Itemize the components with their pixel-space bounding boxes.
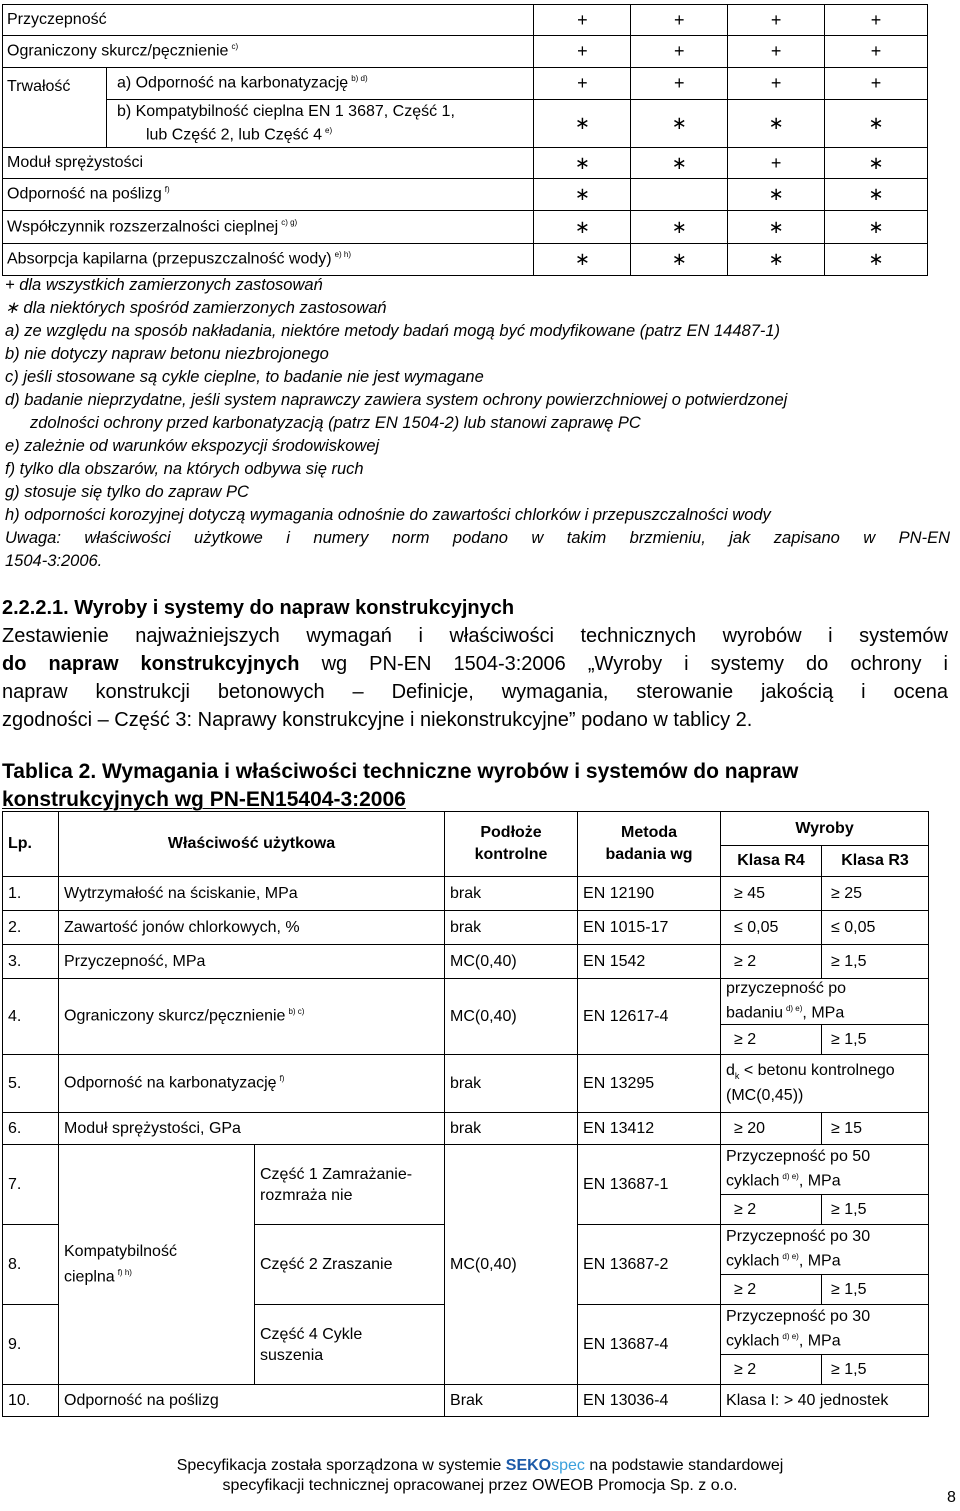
paragraph-line: napraw konstrukcji betonowych – Definicje, wymagania, sterowanie jakością i ocena — [2, 681, 948, 703]
paragraph-line — [2, 650, 948, 678]
top-properties-table — [2, 4, 928, 276]
part-cell: Część 2 Zraszanie — [255, 1225, 445, 1305]
symbol-cell: ∗ — [728, 179, 825, 211]
symbol-cell: + — [728, 68, 825, 100]
r3-cell: ≥ 1,5 — [822, 1275, 929, 1305]
row-label: b) Kompatybilność cieplna EN 1 3687, Część 1, — [116, 103, 455, 121]
note-line: 1504-3:2006. — [5, 552, 103, 570]
method-cell: EN 13687-1 — [578, 1145, 721, 1225]
note-line: h) odporności korozyjnej dotyczą wymagania odnośnie do zawartości chlorków i przepuszczalności wody — [5, 506, 771, 524]
requirement-cell: Przyczepność po 30 cyklach $^{d) e)}$, MPa — [721, 1225, 929, 1275]
symbol-cell: ∗ — [534, 148, 631, 179]
lp-cell: 3. — [3, 945, 59, 979]
table-row — [3, 1113, 929, 1145]
requirement-cell: $d_k$ < betonu kontrolnego (MC(0,45)) — [721, 1055, 929, 1113]
table-row — [3, 179, 928, 211]
part-cell: Część 1 Zamrażanie-rozmraża nie — [255, 1145, 445, 1225]
section-heading: 2.2.2.1. Wyroby i systemy do napraw konstrukcyjnych — [2, 597, 515, 619]
substrate-cell: brak — [445, 1055, 578, 1113]
footer-text: specyfikacji technicznej opracowanej przez OWEOB Promocja Sp. z o.o. — [222, 1477, 738, 1494]
r3-cell: ≥ 25 — [822, 877, 929, 911]
note-line: c) jeśli stosowane są cykle cieplne, to badanie nie jest wymagane — [5, 368, 484, 386]
substrate-cell: Brak — [445, 1385, 578, 1417]
substrate-cell: brak — [445, 877, 578, 911]
lp-cell: 10. — [3, 1385, 59, 1417]
property-cell: Wytrzymałość na ściskanie, MPa — [59, 877, 445, 911]
method-cell: EN 13036-4 — [578, 1385, 721, 1417]
note-line: d) badanie nieprzydatne, jeśli system naprawczy zawiera system ochrony powierzchniowej o potwierdzonej — [5, 391, 788, 409]
r4-cell: ≥ 2 — [721, 1275, 822, 1305]
row-label: Przyczepność — [7, 11, 107, 28]
brand-logo: SEKOspec — [505, 1457, 585, 1474]
table-row — [3, 911, 929, 945]
symbol-cell: ∗ — [631, 211, 728, 244]
header-method: Metoda badania wg — [578, 812, 721, 877]
symbol-cell: + — [825, 5, 928, 36]
note-line: f) tylko dla obszarów, na których odbywa się ruch — [5, 460, 364, 478]
symbol-cell: ∗ — [534, 244, 631, 276]
symbol-cell: ∗ — [534, 211, 631, 244]
footnotes — [5, 274, 950, 573]
table-row — [3, 5, 928, 36]
symbol-cell: ∗ — [631, 148, 728, 179]
footnote-ref: d) e) — [785, 1004, 803, 1014]
lp-cell: 6. — [3, 1113, 59, 1145]
r4-cell: ≥ 2 — [721, 1355, 822, 1385]
footer-text: na podstawie standardowej — [589, 1457, 784, 1474]
property-cell: Odporność na poślizg — [59, 1385, 445, 1417]
symbol-cell: ∗ — [534, 179, 631, 211]
row-label: Moduł sprężystości — [7, 154, 144, 171]
note-line: a) ze względu na sposób nakładania, niektóre metody badań mogą być modyfikowane (patrz EN 14487-1) — [5, 322, 781, 340]
footnote-ref: d) e) — [782, 1332, 799, 1342]
note-line: ∗ dla niektórych spośród zamierzonych zastosowań — [5, 299, 387, 317]
note-line: Uwaga: właściwości użytkowe i numery norm podano w takim brzmieniu, jak zapisano w PN-EN — [5, 529, 950, 547]
symbol-cell: + — [728, 36, 825, 68]
r4-cell: ≥ 2 — [721, 1025, 822, 1055]
table-row — [3, 979, 929, 1025]
property-cell: Przyczepność, MPa — [59, 945, 445, 979]
lp-cell: 1. — [3, 877, 59, 911]
table-caption — [2, 758, 798, 814]
r3-cell: ≥ 1,5 — [822, 1355, 929, 1385]
r4-cell: ≤ 0,05 — [721, 911, 822, 945]
symbol-cell: ∗ — [728, 244, 825, 276]
row-label-cont: lub Część 2, lub Część 4 — [145, 126, 323, 144]
part-cell: Część 4 Cykle suszenia — [255, 1305, 445, 1385]
footnote-ref: e) h) — [334, 250, 352, 260]
symbol-cell: + — [534, 36, 631, 68]
row-label: Ograniczony skurcz/pęcznienie — [7, 42, 229, 60]
lp-cell: 4. — [3, 979, 59, 1055]
substrate-cell: brak — [445, 1113, 578, 1145]
page-footer — [0, 1456, 960, 1496]
section-paragraph — [2, 622, 948, 734]
table-row — [3, 1145, 929, 1195]
header-property: Właściwość użytkowa — [59, 812, 445, 877]
note-line: g) stosuje się tylko do zapraw PC — [5, 483, 249, 501]
symbol-cell: ∗ — [728, 100, 825, 148]
lp-cell: 8. — [3, 1225, 59, 1305]
r3-cell: ≥ 1,5 — [822, 1025, 929, 1055]
substrate-cell: MC(0,40) — [445, 979, 578, 1055]
substrate-cell: MC(0,40) — [445, 1145, 578, 1385]
symbol-cell: ∗ — [825, 211, 928, 244]
symbol-cell: ∗ — [631, 100, 728, 148]
table-row — [3, 244, 928, 276]
r4-cell: ≥ 2 — [721, 1195, 822, 1225]
method-cell: EN 13412 — [578, 1113, 721, 1145]
note-line: zdolności ochrony przed karbonatyzacją (patrz EN 1504-2) lub stanowi zaprawę PC — [30, 414, 641, 432]
note-line: b) nie dotyczy napraw betonu niezbrojonego — [5, 345, 329, 363]
footer-text: Specyfikacja została sporządzona w systemie — [176, 1457, 502, 1474]
row-label: Absorpcja kapilarna (przepuszczalność wody) — [7, 250, 332, 268]
paragraph-text: wg PN-EN 1504-3:2006 „Wyroby i systemy do ochrony i — [299, 653, 948, 675]
symbol-cell: + — [728, 148, 825, 179]
requirement-cell: Klasa I: > 40 jednostek — [721, 1385, 929, 1417]
r4-cell: ≥ 20 — [721, 1113, 822, 1145]
header-lp: Lp. — [3, 812, 59, 877]
symbol-cell: ∗ — [825, 148, 928, 179]
property-cell: Odporność na karbonatyzację $^{f)}$ — [59, 1055, 445, 1113]
table-row — [3, 100, 928, 148]
substrate-cell: brak — [445, 911, 578, 945]
footnote-ref: f) — [164, 185, 170, 195]
note-line: + dla wszystkich zamierzonych zastosowań — [5, 276, 323, 294]
r3-cell: ≥ 1,5 — [822, 945, 929, 979]
bold-phrase: do napraw konstrukcyjnych — [2, 653, 300, 675]
paragraph-line: Zestawienie najważniejszych wymagań i właściwości technicznych wyrobów i systemów — [2, 625, 948, 647]
symbol-cell: + — [825, 36, 928, 68]
symbol-cell: + — [534, 5, 631, 36]
symbol-cell: + — [631, 5, 728, 36]
paragraph-line: zgodności – Część 3: Naprawy konstrukcyjne i niekonstrukcyjne” podano w tablicy 2. — [2, 709, 753, 731]
row-label: Odporność na poślizg — [7, 185, 162, 203]
page-number: 8 — [947, 1489, 956, 1506]
table-row — [3, 945, 929, 979]
requirements-table — [2, 811, 929, 1417]
header-class-r3: Klasa R3 — [822, 846, 929, 877]
method-cell: EN 1542 — [578, 945, 721, 979]
r3-cell: ≥ 1,5 — [822, 1195, 929, 1225]
caption-line: konstrukcyjnych wg PN-EN15404-3:2006 — [2, 788, 406, 811]
r3-cell: ≤ 0,05 — [822, 911, 929, 945]
method-cell: EN 12617-4 — [578, 979, 721, 1055]
symbol-cell: ∗ — [825, 244, 928, 276]
footnote-ref: d) e) — [782, 1252, 799, 1262]
footnote-ref: f) — [279, 1074, 285, 1084]
table-row — [3, 211, 928, 244]
symbol-cell: ∗ — [825, 100, 928, 148]
r3-cell: ≥ 15 — [822, 1113, 929, 1145]
symbol-cell — [631, 179, 728, 211]
symbol-cell: + — [631, 36, 728, 68]
symbol-cell: + — [534, 68, 631, 100]
method-cell: EN 13687-4 — [578, 1305, 721, 1385]
footnote-ref: b) c) — [288, 1007, 305, 1017]
r4-cell: ≥ 45 — [721, 877, 822, 911]
property-cell: Zawartość jonów chlorkowych, % — [59, 911, 445, 945]
method-cell: EN 13687-2 — [578, 1225, 721, 1305]
lp-cell: 7. — [3, 1145, 59, 1225]
substrate-cell: MC(0,40) — [445, 945, 578, 979]
table-row — [3, 148, 928, 179]
footnote-ref: d) e) — [782, 1172, 799, 1182]
lp-cell: 2. — [3, 911, 59, 945]
method-cell: EN 1015-17 — [578, 911, 721, 945]
lp-cell: 9. — [3, 1305, 59, 1385]
symbol-cell: + — [728, 5, 825, 36]
table-row — [3, 1055, 929, 1113]
group-label: Trwałość — [7, 78, 71, 95]
row-label: Współczynnik rozszerzalności cieplnej — [7, 218, 279, 236]
r4-cell: ≥ 2 — [721, 945, 822, 979]
footnote-ref: f) h) — [117, 1268, 132, 1278]
caption-line: Tablica 2. Wymagania i właściwości techniczne wyrobów i systemów do napraw — [2, 760, 799, 783]
section — [2, 596, 948, 734]
table-header-row — [3, 812, 929, 846]
compat-cell: Kompatybilność cieplna $^{f) h)}$ — [59, 1145, 255, 1385]
note-line: e) zależnie od warunków ekspozycji środowiskowej — [5, 437, 380, 455]
footnote-ref: c) g) — [281, 217, 298, 227]
table-row — [3, 68, 928, 100]
header-products: Wyroby — [721, 812, 929, 846]
symbol-cell: ∗ — [631, 244, 728, 276]
footnote-ref: c) — [231, 42, 239, 52]
footnote-ref: e) — [325, 126, 333, 136]
requirement-cell: Przyczepność po 50 cyklach $^{d) e)}$, MPa — [721, 1145, 929, 1195]
requirement-cell: przyczepność po badaniu $^{d) e)}$, MPa — [721, 979, 929, 1025]
row-label: a) Odporność na karbonatyzację — [116, 74, 349, 92]
symbol-cell: ∗ — [534, 100, 631, 148]
symbol-cell: + — [631, 68, 728, 100]
table-row — [3, 36, 928, 68]
method-cell: EN 12190 — [578, 877, 721, 911]
symbol-cell: + — [825, 68, 928, 100]
table-row — [3, 1385, 929, 1417]
table-row — [3, 877, 929, 911]
requirement-cell: Przyczepność po 30 cyklach $^{d) e)}$, MPa — [721, 1305, 929, 1355]
header-class-r4: Klasa R4 — [721, 846, 822, 877]
lp-cell: 5. — [3, 1055, 59, 1113]
footnote-ref: b) d) — [351, 74, 368, 84]
property-cell: Moduł sprężystości, GPa — [59, 1113, 445, 1145]
header-substrate: Podłoże kontrolne — [445, 812, 578, 877]
method-cell: EN 13295 — [578, 1055, 721, 1113]
property-cell: Ograniczony skurcz/pęcznienie $^{b) c)}$ — [59, 979, 445, 1055]
symbol-cell: ∗ — [825, 179, 928, 211]
symbol-cell: ∗ — [728, 211, 825, 244]
